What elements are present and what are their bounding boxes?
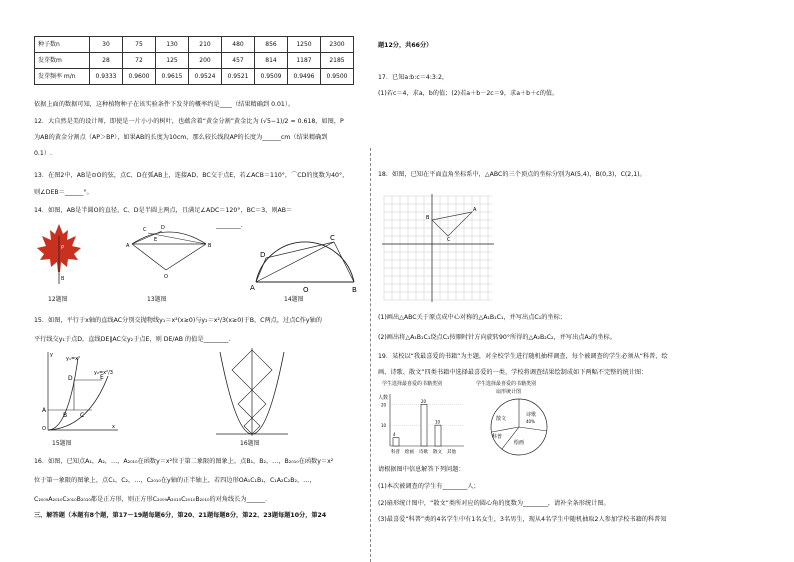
- circle-figure-13: [126, 222, 212, 282]
- q14-line1: 14．如图，AB是半圆O的直径，C、D是半圆上两点，且满足∠ADC＝120°，BC＝3，则AB＝: [34, 207, 293, 214]
- bar-y-tick-label: 20: [381, 402, 387, 408]
- table-cell: 856: [255, 37, 288, 53]
- table-cell: 0.9509: [255, 69, 288, 85]
- point-label-b: B: [63, 412, 68, 419]
- q16-line3: C₂₀₀₉A₂₀₁₀C₂₀₁₀B₂₀₁₀都是正方形，则正方形C₂₀₀₉A₂₀₁₀C₂₀₁₀B₂₀₁₀的对角线长为______.: [34, 496, 268, 503]
- point-label-a: A: [42, 407, 47, 414]
- table-cell: 0.9496: [288, 69, 321, 85]
- point-label-d: D: [68, 375, 73, 382]
- q18-part2: (2)画出将△A₁B₁C₁绕点C₁按顺时针方向旋转90°所得的△A₂B₂C₂，并写出点A₂的坐标。: [378, 334, 616, 341]
- table-cell: 30: [90, 37, 123, 53]
- point-label-a: A: [250, 284, 255, 292]
- segment-dc: [266, 242, 334, 258]
- bar-3: [435, 425, 441, 446]
- label-y1: y₁=x²: [66, 356, 81, 362]
- q11-tail: 依据上面的数据可知，这种植物种子在该实验条件下发芽的概率约是____（结果精确到 0.01）。: [34, 101, 295, 108]
- table-cell: 1187: [288, 53, 321, 69]
- q12-line2: 为AB的黄金分割点（AP＞BP），如果AB的长度为10cm，那么较长线段AP的长度为______cm（结果精确到: [34, 134, 328, 141]
- table-cell: 0.9500: [321, 69, 354, 85]
- q17-line2: (1)若c＝4，求a，b的值；(2)若a＋b－2c＝9，求a＋b＋c的值。: [378, 90, 559, 97]
- label-y2: y₂=x²/3: [94, 370, 113, 376]
- germination-table: [34, 36, 354, 85]
- table-cell: 814: [255, 53, 288, 69]
- pie-divider: [519, 427, 547, 431]
- q19-line2: 画、诗歌、散文”四类书籍中选择最喜爱的一类，学校将调查结果绘制成如下两幅不完整的统计图：: [378, 369, 648, 376]
- table-cell: 130: [156, 37, 189, 53]
- table-cell: 2185: [321, 53, 354, 69]
- bar-value-label: 4: [393, 432, 396, 438]
- pie-title-1: 学生选择最喜爱的书籍类别: [476, 381, 537, 387]
- bar-category-label: 其他: [447, 450, 456, 455]
- pie-title-2: 扇形统计图: [496, 389, 522, 395]
- origin-label: O: [42, 426, 46, 432]
- point-label-a: A: [473, 207, 477, 213]
- q15-line2: 平行线交y₁于点D，直线DE∥AC交y₂于点E，则 DE/AB 的值是________.: [34, 336, 231, 343]
- q19-prompt: 请根据图中信息解答下列问题：: [378, 466, 465, 473]
- q19-part3: (3)最喜爱“科普”类的4名学生中有1名女生，3名男生，现从4名学生中随机抽取2人参加学校书籍的科普知: [378, 516, 667, 523]
- bar-chart: [378, 390, 468, 456]
- segment-ac: [256, 242, 334, 282]
- bar-y-label: 人数: [378, 395, 389, 401]
- semicircle-arc: [256, 242, 354, 282]
- segment-cb: [334, 242, 354, 282]
- curve-y1: [48, 356, 81, 430]
- table-cell: 125: [156, 53, 189, 69]
- parabola-figure-16: [214, 346, 290, 438]
- point-label-d: D: [260, 251, 266, 259]
- point-label-c: C: [330, 234, 335, 242]
- table-cell: 0.9521: [222, 69, 255, 85]
- q16-line2: 位于第一象限的图象上，点C₁，C₂，…，C₂₀₁₀在y轴的正半轴上，若四边形OA₁C₁B₁，C₁A₂C₂B₂，…，: [34, 477, 316, 484]
- section-3-heading: 三、解答题（本题有8个题，第17～19题每题6分，第20、21题每题8分，第22、23题每题10分，第24: [34, 512, 327, 519]
- table-cell: 480: [222, 37, 255, 53]
- curve-y2: [48, 376, 108, 430]
- bar-category-label: 诗歌: [419, 450, 428, 455]
- q12-line1: 12．大自然是美的设计师，即使是一片小小的树叶，也蕴含着“黄金分割”黄金比为 (√5−1)/2 ≈ 0.618，如图，P: [34, 118, 344, 125]
- table-cell: 0.9333: [90, 69, 123, 85]
- table-cell: 1250: [288, 37, 321, 53]
- q13-line1: 13．在图2中，AB是⊙O的弦，点C、D在弧AB上，连接AD、BC交于点E，若∠ACB＝110°，⌒CD的度数为40°，: [34, 172, 349, 179]
- point-label-b: B: [61, 276, 65, 282]
- point-label-o: O: [164, 274, 168, 280]
- point-label-b: B: [352, 286, 357, 294]
- table-cell: 0.9615: [156, 69, 189, 85]
- point-label-e: E: [154, 237, 158, 243]
- semicircle-figure-14: [250, 230, 360, 294]
- bar-category-label: 绘画: [405, 450, 414, 455]
- q12-line3: 0.1）.: [34, 150, 52, 157]
- q14-blank: ________.: [216, 222, 243, 229]
- q19-line1: 19．某校以“我最喜爱的书籍”为主题，对全校学生进行随机抽样调查，每个被调查的学生必须从“科普、绘: [378, 353, 668, 360]
- table-row: [35, 69, 354, 85]
- q19-part2: (2)扇形统计图中，“散文”类所对应的圆心角的度数为________，请补全条形统计图。: [378, 500, 610, 507]
- maple-leaf-figure: [34, 222, 84, 288]
- pie-label-drawing: 绘画: [514, 440, 525, 446]
- bar-value-label: 20: [421, 398, 427, 404]
- table-cell: 200: [189, 53, 222, 69]
- point-label-e: E: [100, 374, 104, 381]
- column-divider: [370, 148, 371, 562]
- x-axis-label: x: [112, 424, 115, 430]
- point-label-b: B: [426, 215, 430, 221]
- bar-chart-title: 学生选择最喜爱的书籍类别: [382, 381, 443, 387]
- coordinate-grid: [380, 192, 496, 304]
- point-label-p: P: [61, 245, 65, 251]
- table-cell: 0.9600: [123, 69, 156, 85]
- section-3-heading-cont: 题12分，共66分）: [378, 42, 433, 49]
- bar-value-label: 10: [435, 419, 441, 425]
- q19-part1: (1)本次被调查的学生有________人；: [378, 483, 480, 490]
- point-label-d: D: [161, 225, 165, 231]
- point-label-c: C: [447, 237, 451, 243]
- q18-part1: (1)画出△ABC关于原点成中心对称的△A₁B₁C₁，并写出点C₁的坐标；: [378, 314, 566, 321]
- caption-fig16: 16题图: [240, 440, 260, 447]
- pie-label-pct: 40%: [526, 419, 535, 424]
- q17-line1: 17．已知a:b:c＝4:3:2，: [378, 74, 449, 81]
- bar-y-tick-label: 10: [381, 423, 387, 429]
- pie-chart: [488, 396, 550, 458]
- table-cell: 457: [222, 53, 255, 69]
- table-cell: 72: [123, 53, 156, 69]
- point-label-a: A: [126, 243, 130, 249]
- table-cell: 210: [189, 37, 222, 53]
- q15-line1: 15．如图，平行于x轴的直线AC分别交抛物线y₁＝x²(x≥0)与y₂＝x²/3(x≥0)于B，C两点，过点C作y轴的: [34, 317, 322, 324]
- row-label: 种子数n: [35, 37, 90, 53]
- segment: [132, 231, 162, 244]
- bar-0: [393, 438, 399, 446]
- pie-label-poetry: 诗歌: [526, 412, 537, 418]
- caption-fig15: 15题图: [52, 440, 72, 447]
- caption-fig14: 14题图: [284, 296, 304, 303]
- bar-category-label: 科普: [391, 450, 400, 455]
- bar-category-label: 散文: [433, 450, 442, 455]
- table-cell: 0.9524: [189, 69, 222, 85]
- segment: [166, 244, 206, 270]
- caption-fig13: 13题图: [147, 296, 167, 303]
- point-label-b: B: [208, 243, 212, 249]
- row-label: 发芽数m: [35, 53, 90, 69]
- point-label-c: C: [80, 412, 85, 419]
- segment: [132, 244, 166, 270]
- pie-divider: [492, 427, 519, 432]
- triangle-abc: [432, 212, 472, 236]
- caption-fig12: 12题图: [48, 296, 68, 303]
- row-label: 发芽频率 m/n: [35, 69, 90, 85]
- table-row: [35, 37, 354, 53]
- table-cell: 75: [123, 37, 156, 53]
- bar-2: [421, 404, 427, 446]
- table-cell: 2300: [321, 37, 354, 53]
- q13-line2: 则∠DEB＝______°。: [34, 189, 93, 196]
- pie-label-prose: 散文: [496, 416, 507, 422]
- q18-line1: 18．如图，已知在平面直角坐标系中，△ABC的三个顶点的坐标分别为A(5,4)，B(0,3)，C(2,1)。: [378, 171, 646, 178]
- y-axis-label: y: [50, 352, 53, 358]
- point-label-c: C: [143, 227, 147, 233]
- parabola-figure-15: [40, 350, 120, 434]
- table-row: [35, 53, 354, 69]
- q16-line1: 16．如图，已知点A₁，A₂，…，A₂₀₁₀在函数y＝x²位于第二象限的图象上，点B₁，B₂，…，B₂₀₁₀在函数y＝x²: [34, 458, 334, 465]
- table-cell: 28: [90, 53, 123, 69]
- point-label-o: O: [303, 286, 309, 294]
- segment-ad: [256, 258, 266, 282]
- pie-label-science: 科普: [492, 434, 503, 440]
